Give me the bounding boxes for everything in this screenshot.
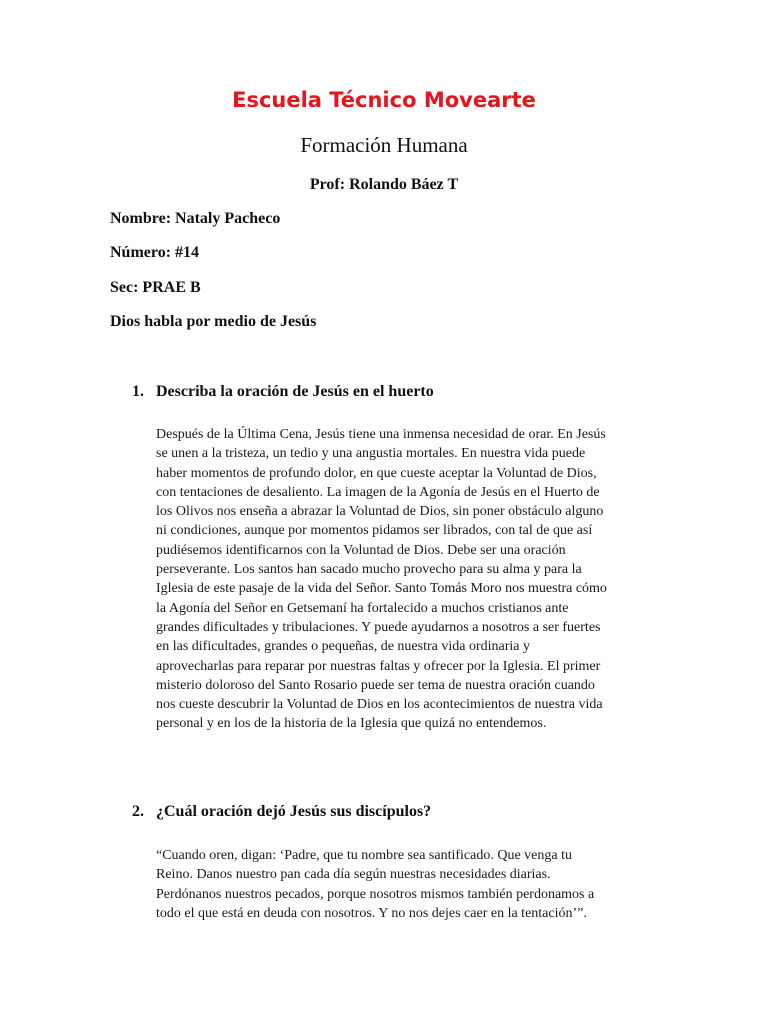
subject-title: Formación Humana xyxy=(300,133,468,157)
answer-line: los Olivos nos enseña a abrazar la Voluntad de Dios, sin poner obstáculo alguno xyxy=(156,504,604,520)
question-number: 2. xyxy=(132,803,144,820)
answer-line: Después de la Última Cena, Jesús tiene una inmensa necesidad de orar. En Jesús xyxy=(156,427,606,442)
answer-1 xyxy=(156,425,656,734)
answer-line: Iglesia de este pasaje de la vida del Señor. Santo Tomás Moro nos muestra cómo xyxy=(156,581,607,597)
answer-line: en las dificultades, grandes o pequeñas, de nuestra vida ordinaria y xyxy=(156,639,530,655)
answer-line: haber momentos de profundo dolor, en que cueste aceptar la Voluntad de Dios, xyxy=(156,465,597,481)
answer-line: misterio doloroso del Santo Rosario puede ser tema de nuestra oración cuando xyxy=(156,677,595,693)
answer-line: personal y en los de la historia de la Iglesia que quizá no entendemos. xyxy=(156,716,547,732)
teacher-name: Prof: Rolando Báez T xyxy=(309,176,459,193)
answer-line: perseverante. Los santos han sacado mucho provecho para su alma y para la xyxy=(156,562,582,578)
answer-line: Perdónanos nuestros pecados, porque nosotros mismos también perdonamos a xyxy=(156,886,595,902)
question-text: ¿Cuál oración dejó Jesús sus discípulos? xyxy=(156,803,432,820)
answer-line: la Agonía del Señor en Getsemaní ha fortalecido a muchos cristianos ante xyxy=(156,600,569,616)
answer-line: grandes dificultades y tribulaciones. Y puede ayudarnos a nosotros a ser fuertes xyxy=(156,619,601,635)
answer-line: nos cueste descubrir la Voluntad de Dios en los acontecimientos de nuestra vida xyxy=(156,697,603,713)
question-number: 1. xyxy=(132,383,144,400)
answer-line: todo el que está en deuda con nosotros. Y no nos dejes caer en la tentación’”. xyxy=(156,905,587,921)
question-text: Describa la oración de Jesús en el huerto xyxy=(156,383,434,400)
answer-line: se unen a la tristeza, un tedio y una angustia mortales. En nuestra vida puede xyxy=(156,446,586,462)
topic-heading: Dios habla por medio de Jesús xyxy=(110,313,317,330)
answer-line: Reino. Danos nuestro pan cada día según nuestras necesidades diarias. xyxy=(156,867,551,883)
student-name: Nombre: Nataly Pacheco xyxy=(110,210,281,227)
student-number: Número: #14 xyxy=(110,244,200,261)
answer-line: con tentaciones de desaliento. La imagen de la Agonía de Jesús en el Huerto de xyxy=(156,484,600,500)
question-1 xyxy=(132,383,434,401)
answer-line: aprovecharlas para reparar por nuestras faltas y ofrecer por la Iglesia. El primer xyxy=(156,658,601,674)
school-name: Escuela Técnico Movearte xyxy=(232,88,536,112)
question-2 xyxy=(132,803,431,821)
answer-line: ni condiciones, aunque por momentos pidamos ser librados, con tal de que así xyxy=(156,523,593,539)
answer-2 xyxy=(156,846,646,923)
answer-line: “Cuando oren, digan: ‘Padre, que tu nombre sea santificado. Que venga tu xyxy=(156,848,572,863)
student-section: Sec: PRAE B xyxy=(110,279,201,296)
answer-line: pudiésemos identificarnos con la Voluntad de Dios. Debe ser una oración xyxy=(156,542,566,558)
